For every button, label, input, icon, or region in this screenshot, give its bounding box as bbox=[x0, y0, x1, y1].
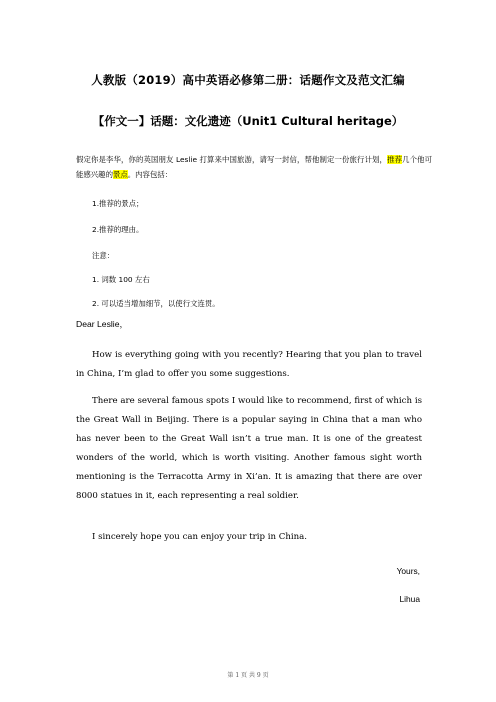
writing-prompt bbox=[76, 152, 432, 182]
letter-greeting: Dear Leslie， bbox=[76, 319, 129, 329]
note-item-2: 2. 可以适当增加细节，以使行文连贯。 bbox=[92, 299, 220, 308]
letter-closing: Yours, bbox=[396, 566, 420, 576]
letter-paragraph-2: There are several famous spots I would like to recommend, first of which is the Great Wall in Beijing. There is a popular saying in China that a man who has never been to the Great Wall isn’t a true man. It is one of the greatest wonders of the world, which is worth visiting. Another famous sight worth mentioning is the Terracotta Army in Xi’an. It is amazing that there are over 8000 statues in it, each representing a real soldier. bbox=[76, 396, 422, 501]
letter-paragraph-1: How is everything going with you recently? Hearing that you plan to travel in China, I’m glad to offer you some suggestions. bbox=[76, 350, 422, 379]
letter-signature: Lihua bbox=[399, 594, 420, 604]
note-label: 注意： bbox=[92, 251, 115, 260]
essay-heading: 【作文一】话题：文化遗迹（Unit1 Cultural heritage） bbox=[92, 114, 404, 128]
letter-paragraph-3: I sincerely hope you can enjoy your trip in China. bbox=[92, 532, 308, 542]
document-title: 人教版（2019）高中英语必修第二册：话题作文及范文汇编 bbox=[91, 73, 405, 87]
note-item-1: 1. 词数 100 左右 bbox=[92, 275, 150, 284]
prompt-text-3: 。内容包括： bbox=[127, 170, 173, 179]
requirement-item-1: 1.推荐的景点； bbox=[92, 199, 144, 208]
requirement-item-2: 2.推荐的理由。 bbox=[92, 225, 144, 234]
page-footer: 第 1 页 共 9 页 bbox=[227, 672, 269, 679]
prompt-text-2: 几个他可能感兴趣的 bbox=[76, 155, 432, 179]
prompt-text-1: 假定你是李华，你的英国朋友 Leslie 打算来中国旅游，请写一封信，帮他制定一份旅行计划， bbox=[76, 155, 388, 164]
prompt-highlight-spots: 景点 bbox=[112, 170, 128, 179]
prompt-highlight-recommend: 推荐 bbox=[387, 155, 403, 164]
